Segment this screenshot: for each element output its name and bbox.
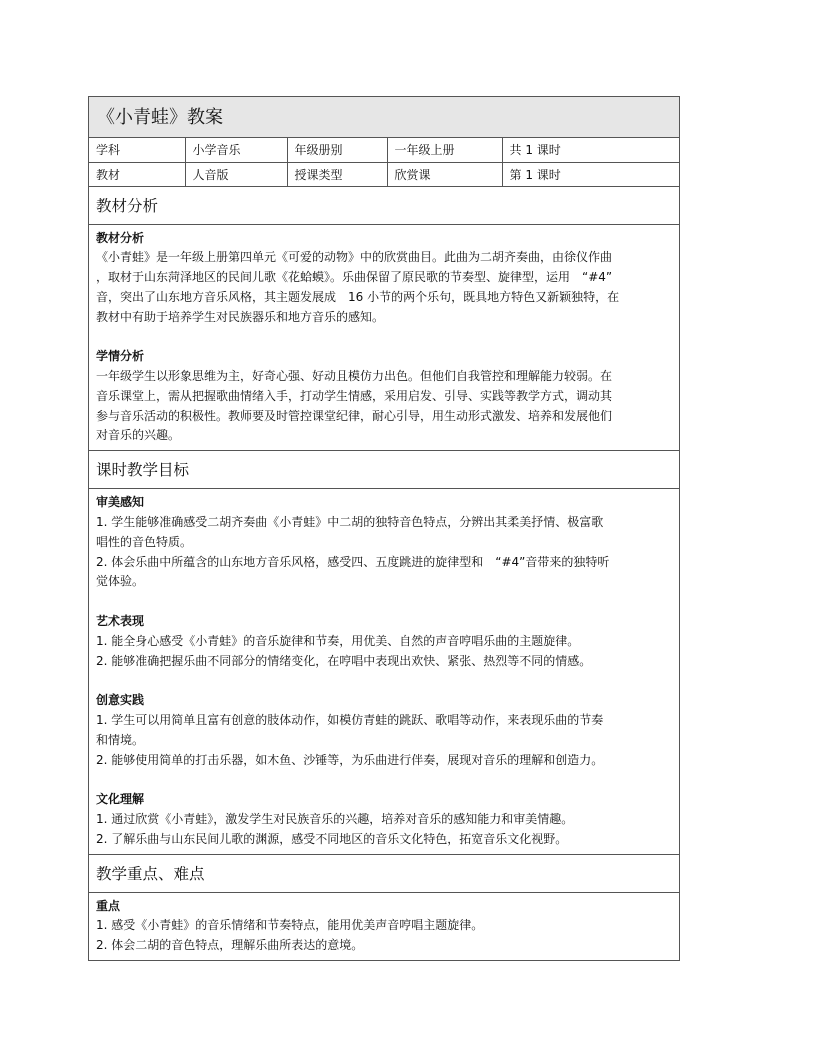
text-line: 一年级学生以形象思维为主，好奇心强、好动且模仿力出色。但他们自我管控和理解能力较弱。在 (96, 369, 613, 384)
text-line: ，取材于山东菏泽地区的民间儿歌《花蛤蟆》。乐曲保留了原民歌的节奏型、旋律型，运用 “#4” (96, 270, 613, 285)
text-line: 音乐课堂上，需从把握歌曲情绪入手，打动学生情感，采用启发、引导、实践等教学方式，调动其 (96, 388, 613, 403)
text-line: 对音乐的兴趣。 (96, 428, 181, 443)
info-cell: 授课类型 (287, 162, 387, 186)
section-body-analysis (89, 225, 679, 452)
info-cell: 年级册别 (287, 138, 387, 162)
info-row (89, 138, 679, 162)
spacer (96, 770, 672, 790)
info-cell: 第 1 课时 (502, 162, 679, 186)
text-line: 和情境。 (96, 732, 145, 747)
spacer (96, 671, 672, 691)
text-line: 教材中有助于培养学生对民族器乐和地方音乐的感知。 (96, 309, 385, 324)
document-title: 《小青蛙》教案 (89, 97, 679, 138)
info-cell: 一年级上册 (387, 138, 502, 162)
info-table (89, 138, 679, 187)
subheading-art-expression: 艺术表现 (96, 614, 145, 629)
text-line: 2. 了解乐曲与山东民间儿歌的渊源，感受不同地区的音乐文化特色，拓宽音乐文化视野。 (96, 831, 568, 846)
text-line: 2. 体会二胡的音色特点，理解乐曲所表达的意境。 (96, 938, 364, 953)
info-cell: 人音版 (185, 162, 287, 186)
spacer (96, 592, 672, 612)
subheading-creative-practice: 创意实践 (96, 693, 145, 708)
info-row (89, 162, 679, 186)
info-cell: 小学音乐 (185, 138, 287, 162)
spacer (96, 327, 672, 347)
text-line: 2. 体会乐曲中所蕴含的山东地方音乐风格，感受四、五度跳进的旋律型和 “#4”音带来的独特听 (96, 554, 610, 569)
section-heading-goals: 课时教学目标 (89, 451, 679, 489)
text-line: 1. 通过欣赏《小青蛙》，激发学生对民族音乐的兴趣，培养对音乐的感知能力和审美情趣。 (96, 812, 574, 827)
text-line: 1. 感受《小青蛙》的音乐情绪和节奏特点，能用优美声音哼唱主题旋律。 (96, 918, 484, 933)
text-line: 《小青蛙》是一年级上册第四单元《可爱的动物》中的欣赏曲目。此曲为二胡齐奏曲，由徐仪作曲 (96, 250, 613, 265)
text-line: 唱性的音色特质。 (96, 534, 193, 549)
text-line: 音，突出了山东地方音乐风格，其主题发展成 16 小节的两个乐句，既具地方特色又新颖独特，在 (96, 289, 620, 304)
info-cell: 欣赏课 (387, 162, 502, 186)
text-line: 2. 能够准确把握乐曲不同部分的情绪变化，在哼唱中表现出欢快、紧张、热烈等不同的情感。 (96, 653, 592, 668)
subheading-aesthetic: 审美感知 (96, 495, 145, 510)
text-line: 参与音乐活动的积极性。教师要及时管控课堂纪律，耐心引导，用生动形式激发、培养和发展他们 (96, 408, 613, 423)
text-line: 觉体验。 (96, 574, 145, 589)
subheading-culture: 文化理解 (96, 792, 145, 807)
info-cell: 教材 (89, 162, 185, 186)
section-body-key-points (89, 893, 679, 961)
text-line: 1. 学生能够准确感受二胡齐奏曲《小青蛙》中二胡的独特音色特点，分辨出其柔美抒情、极富歌 (96, 515, 604, 530)
subheading-student: 学情分析 (96, 349, 145, 364)
text-line: 2. 能够使用简单的打击乐器，如木鱼、沙锤等，为乐曲进行伴奏，展现对音乐的理解和创造力。 (96, 752, 604, 767)
lesson-plan-document (88, 96, 680, 961)
section-heading-analysis: 教材分析 (89, 187, 679, 225)
subheading-key: 重点 (96, 898, 121, 913)
section-heading-key-points: 教学重点、难点 (89, 855, 679, 893)
subheading-material: 教材分析 (96, 230, 145, 245)
info-cell: 共 1 课时 (502, 138, 679, 162)
section-body-goals (89, 489, 679, 854)
info-cell: 学科 (89, 138, 185, 162)
text-line: 1. 学生可以用简单且富有创意的肢体动作，如模仿青蛙的跳跃、歌唱等动作，来表现乐曲的节奏 (96, 713, 604, 728)
text-line: 1. 能全身心感受《小青蛙》的音乐旋律和节奏，用优美、自然的声音哼唱乐曲的主题旋律。 (96, 633, 580, 648)
